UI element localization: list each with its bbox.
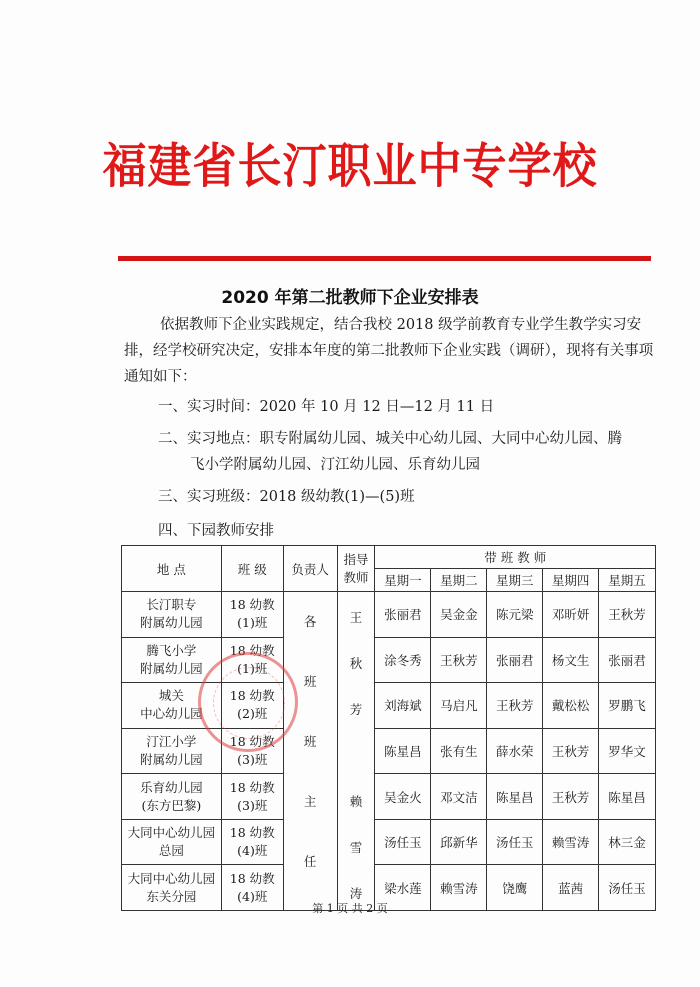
header-thu: 星期四 bbox=[543, 569, 599, 592]
place-line1: 腾飞小学 bbox=[146, 642, 197, 658]
item-classes: 三、实习班级：2018 级幼教(1)—(5)班 bbox=[158, 489, 415, 505]
teacher-tue: 张有生 bbox=[431, 728, 487, 774]
document-title: 2020 年第二批教师下企业安排表 bbox=[221, 288, 479, 308]
table-cell-class bbox=[221, 819, 283, 865]
teacher-thu: 王秋芳 bbox=[543, 774, 599, 820]
teacher-fri: 林三金 bbox=[599, 819, 656, 865]
class-line2: (1)班 bbox=[237, 615, 268, 631]
place-line2: (东方巴黎) bbox=[141, 797, 202, 813]
place-line2: 中心幼儿园 bbox=[140, 706, 203, 722]
teacher-fri: 罗鹏飞 bbox=[599, 683, 656, 729]
place-line2: 附属幼儿园 bbox=[140, 615, 203, 631]
teacher-mon: 刘海斌 bbox=[375, 683, 431, 729]
teacher-fri: 王秋芳 bbox=[599, 592, 656, 638]
header-class: 班 级 bbox=[221, 546, 283, 592]
table-cell-class bbox=[221, 774, 283, 820]
teacher-tue: 王秋芳 bbox=[431, 637, 487, 683]
leader-cell bbox=[283, 592, 337, 911]
teacher-tue: 吴金金 bbox=[431, 592, 487, 638]
teacher-wed: 陈元梁 bbox=[487, 592, 543, 638]
leader-char: 班 bbox=[303, 734, 317, 749]
class-line1: 18 幼教 bbox=[229, 870, 275, 886]
place-line1: 大同中心幼儿园 bbox=[127, 825, 216, 841]
teacher-mon: 涂冬秀 bbox=[375, 637, 431, 683]
letterhead-red-rule bbox=[118, 256, 651, 261]
item-teacher-arrangement: 四、下园教师安排 bbox=[158, 523, 274, 539]
guide-char: 秋 bbox=[349, 656, 363, 671]
teacher-fri: 张丽君 bbox=[599, 637, 656, 683]
teacher-fri: 陈星昌 bbox=[599, 774, 656, 820]
guide-teacher-cell bbox=[337, 592, 375, 911]
teacher-fri: 汤任玉 bbox=[599, 865, 656, 911]
header-teachers: 带 班 教 师 bbox=[375, 546, 656, 569]
teacher-mon: 张丽君 bbox=[375, 592, 431, 638]
header-mon: 星期一 bbox=[375, 569, 431, 592]
class-line1: 18 幼教 bbox=[229, 825, 275, 841]
guide-char: 王 bbox=[349, 610, 363, 625]
teacher-mon: 陈星昌 bbox=[375, 728, 431, 774]
teacher-thu: 邓昕妍 bbox=[543, 592, 599, 638]
teacher-thu: 蓝茜 bbox=[543, 865, 599, 911]
leader-char: 各 bbox=[303, 614, 317, 629]
teacher-tue: 邱新华 bbox=[431, 819, 487, 865]
guide-char: 赖 bbox=[349, 794, 363, 809]
header-tue: 星期二 bbox=[431, 569, 487, 592]
teacher-thu: 戴松松 bbox=[543, 683, 599, 729]
guide-char: 雪 bbox=[349, 840, 363, 855]
teacher-wed: 汤任玉 bbox=[487, 819, 543, 865]
teacher-thu: 杨文生 bbox=[543, 637, 599, 683]
class-line2: (4)班 bbox=[237, 888, 268, 904]
header-leader: 负责人 bbox=[283, 546, 337, 592]
header-wed: 星期三 bbox=[487, 569, 543, 592]
guide-char: 芳 bbox=[349, 702, 363, 717]
item-location bbox=[158, 426, 678, 478]
header-guide bbox=[337, 546, 375, 592]
class-line1: 18 幼教 bbox=[229, 642, 275, 658]
arrangement-table bbox=[121, 545, 656, 911]
place-line1: 大同中心幼儿园 bbox=[127, 870, 216, 886]
guide-char: 涛 bbox=[349, 886, 363, 901]
table-cell-class bbox=[221, 592, 283, 638]
place-line1: 长汀职专 bbox=[146, 597, 197, 613]
place-line1: 乐育幼儿园 bbox=[140, 779, 203, 795]
place-line2: 附属幼儿园 bbox=[140, 660, 203, 676]
place-line2: 附属幼儿园 bbox=[140, 751, 203, 767]
teacher-wed: 张丽君 bbox=[487, 637, 543, 683]
class-line1: 18 幼教 bbox=[229, 597, 275, 613]
item-time: 一、实习时间：2020 年 10 月 12 日—12 月 11 日 bbox=[158, 399, 495, 415]
class-line1: 18 幼教 bbox=[229, 779, 275, 795]
class-line1: 18 幼教 bbox=[229, 733, 275, 749]
teacher-mon: 汤任玉 bbox=[375, 819, 431, 865]
official-seal bbox=[198, 652, 298, 752]
teacher-wed: 陈星昌 bbox=[487, 774, 543, 820]
page-footer: 第 1 页 共 2 页 bbox=[312, 902, 388, 915]
class-line2: (4)班 bbox=[237, 843, 268, 859]
teacher-wed: 薛水荣 bbox=[487, 728, 543, 774]
header-guide-line2: 教师 bbox=[343, 569, 369, 585]
class-line1: 18 幼教 bbox=[229, 688, 275, 704]
place-line1: 汀江小学 bbox=[146, 733, 197, 749]
item-location-line1: 二、实习地点：职专附属幼儿园、城关中心幼儿园、大同中心幼儿园、腾 bbox=[158, 431, 622, 447]
leader-char: 主 bbox=[303, 794, 317, 809]
teacher-wed: 王秋芳 bbox=[487, 683, 543, 729]
header-fri: 星期五 bbox=[599, 569, 656, 592]
leader-char: 任 bbox=[303, 854, 317, 869]
teacher-wed: 饶鹰 bbox=[487, 865, 543, 911]
class-line2: (1)班 bbox=[237, 660, 268, 676]
table-cell-place bbox=[122, 774, 222, 820]
teacher-tue: 马启凡 bbox=[431, 683, 487, 729]
place-line1: 城关 bbox=[158, 688, 184, 704]
place-line2: 总园 bbox=[158, 843, 184, 859]
item-location-line2: 飞小学附属幼儿园、汀江幼儿园、乐育幼儿园 bbox=[190, 457, 480, 473]
class-line2: (3)班 bbox=[237, 797, 268, 813]
teacher-thu: 赖雪涛 bbox=[543, 819, 599, 865]
teacher-thu: 王秋芳 bbox=[543, 728, 599, 774]
header-place: 地 点 bbox=[122, 546, 222, 592]
class-line2: (3)班 bbox=[237, 751, 268, 767]
intro-paragraph: 依据教师下企业实践规定，结合我校 2018 级学前教育专业学生教学实习安排，经学校研究决定，安排本年度的第二批教师下企业实践（调研），现将有关事项通知如下： bbox=[124, 317, 654, 385]
table-cell-place bbox=[122, 592, 222, 638]
teacher-tue: 赖雪涛 bbox=[431, 865, 487, 911]
teacher-fri: 罗华文 bbox=[599, 728, 656, 774]
teacher-mon: 吴金火 bbox=[375, 774, 431, 820]
table-cell-place bbox=[122, 819, 222, 865]
header-guide-line1: 指导 bbox=[343, 551, 369, 567]
leader-char: 班 bbox=[303, 674, 317, 689]
teacher-mon: 梁水莲 bbox=[375, 865, 431, 911]
teacher-tue: 邓文洁 bbox=[431, 774, 487, 820]
place-line2: 东关分园 bbox=[146, 888, 197, 904]
school-letterhead: 福建省长汀职业中专学校 bbox=[102, 139, 598, 195]
table-cell-place bbox=[122, 728, 222, 774]
class-line2: (2)班 bbox=[237, 706, 268, 722]
